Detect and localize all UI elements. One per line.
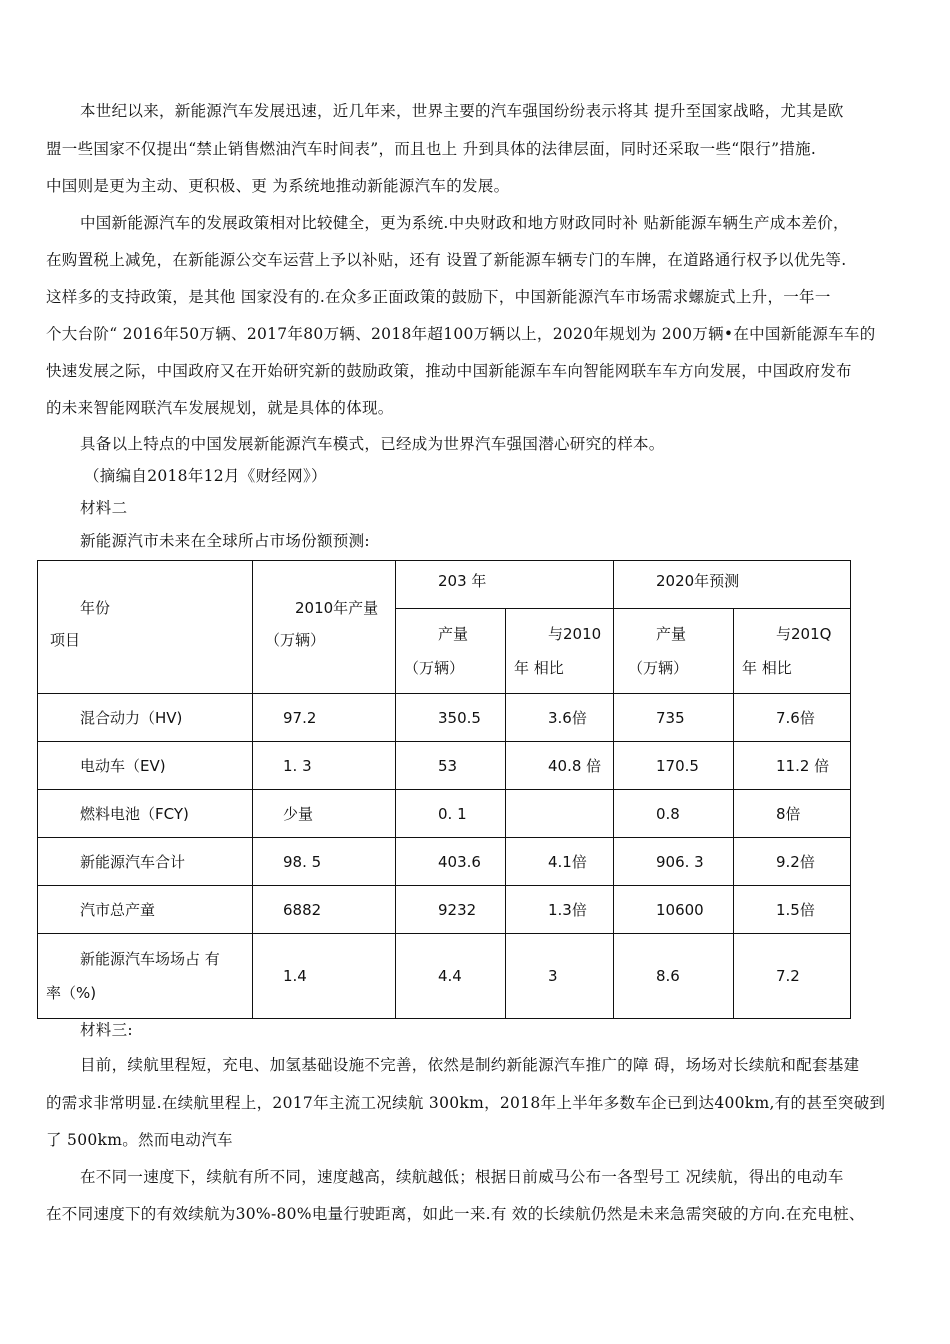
row-203-output: 403.6 (396, 838, 506, 886)
row-2020-compare: 1.5倍 (734, 886, 851, 934)
text-line: 在购置税上减免，在新能源公交车运营上予以补贴，还有 设置了新能源车辆专门的车牌，在道路通行权予以优先等. (46, 251, 847, 269)
row-2010: 少量 (253, 790, 396, 838)
text-line: 了 500km。然而电动汽车 (46, 1131, 233, 1149)
text-line: 目前，续航里程短，充电、加氢基础设施不完善，依然是制约新能源汽车推广的障 碍，场场对长续航和配套基建 (80, 1056, 860, 1074)
source-citation: （摘编自2018年12月《财经网》） (84, 467, 327, 485)
subheader-203-output: 产量 （万辆） (396, 609, 506, 694)
table-row (38, 886, 851, 934)
subheader-2020-output: 产量 （万辆） (614, 609, 734, 694)
row-2020-compare: 7.6倍 (734, 694, 851, 742)
text-line: 中国则是更为主动、更积极、更 为系统地推动新能源汽车的发展。 (46, 177, 510, 195)
table-row (38, 838, 851, 886)
row-item: 汽市总产童 (38, 886, 253, 934)
row-2020-output: 170.5 (614, 742, 734, 790)
row-item: 电动车（EV) (38, 742, 253, 790)
row-item: 新能源汽车场场占 有 率（%) (38, 934, 253, 1019)
table-row (38, 790, 851, 838)
row-2020-compare: 9.2倍 (734, 838, 851, 886)
text-line: 具备以上特点的中国发展新能源汽车模式，已经成为世界汽车强国潜心研究的样本。 (80, 435, 665, 453)
header-item: 项目 (50, 631, 81, 649)
header-2010 (253, 561, 396, 694)
text-line: 在不同速度下的有效续航为30%-80%电量行驶距离，如此一来.有 效的长续航仍然是未来急需突破的方向.在充电桩、 (46, 1205, 865, 1223)
row-203-compare: 40.8 倍 (506, 742, 614, 790)
row-2020-output: 735 (614, 694, 734, 742)
row-2020-compare: 8倍 (734, 790, 851, 838)
header-2010-label: 2010年产量 (295, 599, 379, 617)
table-row (38, 934, 851, 1019)
header-group-2020: 2020年预测 (614, 561, 851, 609)
text-line: 在不同一速度下，续航有所不同，速度越高，续航越低；根据日前威马公布一各型号工 况续航，得出的电动车 (80, 1168, 844, 1186)
row-2010: 1. 3 (253, 742, 396, 790)
text-line: 盟一些国家不仅提出“禁止销售燃油汽车时间表”，而且也上 升到具体的法律层面，同时还采取一些“限行”措施. (46, 140, 817, 158)
row-203-output: 9232 (396, 886, 506, 934)
row-203-output: 53 (396, 742, 506, 790)
row-203-compare: 3.6倍 (506, 694, 614, 742)
row-203-compare (506, 790, 614, 838)
row-2020-output: 8.6 (614, 934, 734, 1019)
row-item: 新能源汽车合计 (38, 838, 253, 886)
row-2010: 97.2 (253, 694, 396, 742)
row-2020-output: 906. 3 (614, 838, 734, 886)
row-2020-compare: 7.2 (734, 934, 851, 1019)
row-2020-output: 10600 (614, 886, 734, 934)
table-caption: 新能源汽市未来在全球所占市场份额预测: (80, 532, 370, 550)
row-2020-compare: 11.2 倍 (734, 742, 851, 790)
header-group-203: 203 年 (396, 561, 614, 609)
text-line: 快速发展之际，中国政府又在开始研究新的鼓励政策，推动中国新能源车车向智能网联车车方向发展，中国政府发布 (46, 362, 852, 380)
market-share-table (37, 560, 851, 1019)
header-diagonal-cell (38, 561, 253, 694)
row-2010: 98. 5 (253, 838, 396, 886)
row-203-compare: 3 (506, 934, 614, 1019)
text-line: 本世纪以来，新能源汽车发展迅速，近几年来，世界主要的汽车强国纷纷表示将其 提升至国家战略，尤其是欧 (80, 102, 844, 120)
table-header-row (38, 561, 851, 609)
row-203-compare: 1.3倍 (506, 886, 614, 934)
section-title: 材料二 (80, 499, 128, 517)
row-2020-output: 0.8 (614, 790, 734, 838)
text-line: 个大台阶“ 2016年50万辆、2017年80万辆、2018年超100万辆以上，2020年规划为 200万辆•在中国新能源车车的 (46, 325, 876, 343)
row-2010: 1.4 (253, 934, 396, 1019)
row-203-output: 4.4 (396, 934, 506, 1019)
subheader-2020-compare: 与201Q 年 相比 (734, 609, 851, 694)
table-row (38, 742, 851, 790)
text-line: 的未来智能网联汽车发展规划，就是具体的体现。 (46, 399, 394, 417)
header-year: 年份 (80, 599, 111, 617)
table-row (38, 694, 851, 742)
row-2010: 6882 (253, 886, 396, 934)
text-line: 中国新能源汽车的发展政策相对比较健全，更为系统.中央财政和地方财政同时补 贴新能源车辆生产成本差价， (80, 214, 849, 232)
text-line: 的需求非常明显.在续航里程上，2017年主流工况续航 300km，2018年上半年多数车企已到达400km,有的甚至突破到 (46, 1094, 886, 1112)
text-line: 这样多的支持政策，是其他 国家没有的.在众多正面政策的鼓励下，中国新能源汽车市场需求螺旋式上升，一年一 (46, 288, 831, 306)
subheader-203-compare: 与2010 年 相比 (506, 609, 614, 694)
header-2010-unit: （万辆） (265, 631, 326, 649)
row-203-compare: 4.1倍 (506, 838, 614, 886)
row-item: 燃料电池（FCY) (38, 790, 253, 838)
row-203-output: 350.5 (396, 694, 506, 742)
row-203-output: 0. 1 (396, 790, 506, 838)
row-item: 混合动力（HV) (38, 694, 253, 742)
section-title: 材料三: (80, 1021, 133, 1039)
